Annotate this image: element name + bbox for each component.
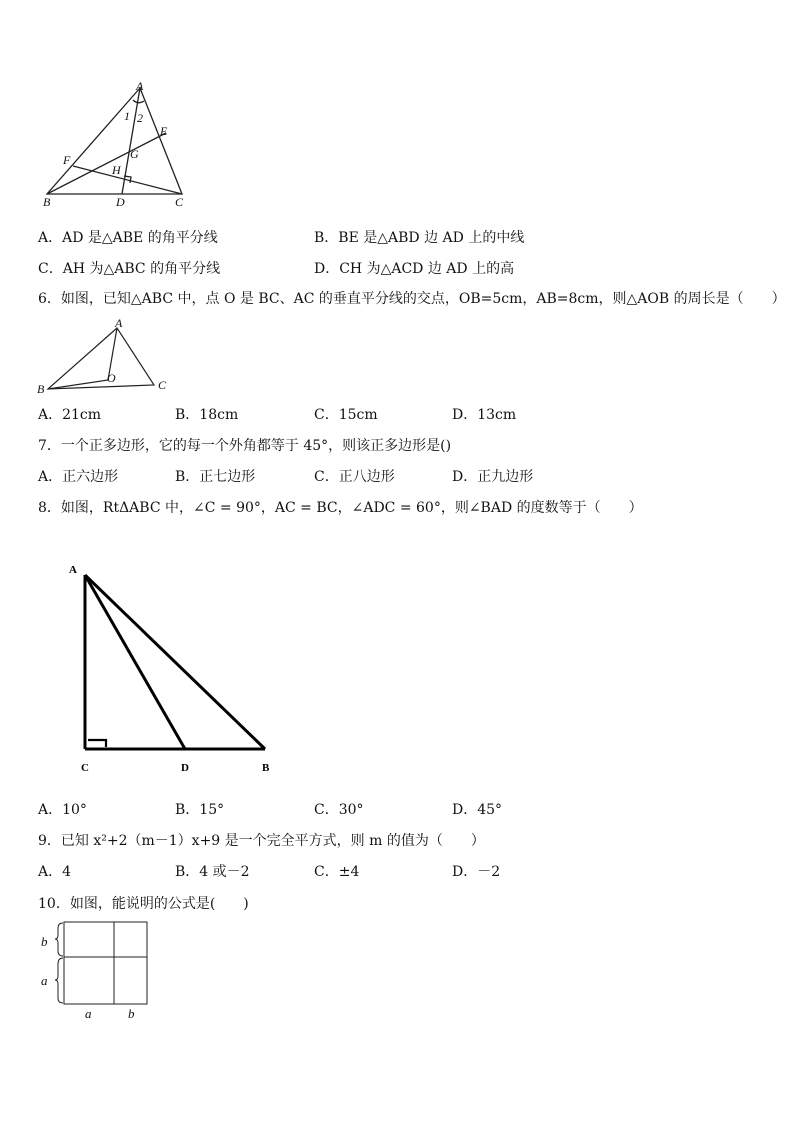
q8-option-c: C．30° xyxy=(314,802,364,818)
q6-option-d: D．13cm xyxy=(452,407,517,423)
q5-label-g: G xyxy=(130,147,139,161)
q7-option-b: B．正七边形 xyxy=(175,469,256,485)
q5-figure xyxy=(38,78,198,214)
q10-outer-square xyxy=(64,922,147,1004)
q9-option-a: A．4 xyxy=(38,864,72,880)
q6-label-c: C xyxy=(158,378,167,392)
q7-option-d: D．正九边形 xyxy=(452,469,534,485)
q8-option-d: D．45° xyxy=(452,802,503,818)
q5-label-c: C xyxy=(175,195,184,209)
q5-option-c: C．AH 为△ABC 的角平分线 xyxy=(38,261,221,277)
q8-side-ab xyxy=(85,575,265,749)
q6-label-b: B xyxy=(37,382,45,395)
q8-label-b: B xyxy=(262,762,270,774)
q5-option-d: D．CH 为△ACD 边 AD 上的高 xyxy=(314,261,515,277)
q8-stem: 8．如图，RtΔABC 中，∠C = 90°，AC = BC，∠ADC = 60°，则∠BAD 的度数等于（ ） xyxy=(38,500,643,516)
q10-label-b-left: b xyxy=(41,934,48,949)
q9-option-c: C．±4 xyxy=(314,864,360,880)
q6-label-a: A xyxy=(115,316,123,330)
q10-figure xyxy=(36,918,156,1024)
q5-label-e: E xyxy=(160,124,168,138)
q8-segment-ad xyxy=(85,575,185,749)
q8-label-c: C xyxy=(81,762,89,774)
q5-option-b: B．BE 是△ABD 边 AD 上的中线 xyxy=(314,230,525,246)
q9-option-d: D．－2 xyxy=(452,864,501,880)
q5-label-d: D xyxy=(116,195,125,209)
q10-label-b-bottom: b xyxy=(128,1006,135,1021)
q8-label-d: D xyxy=(181,762,189,774)
q10-label-a-left: a xyxy=(41,973,48,988)
q5-label-two: 2 xyxy=(137,111,143,125)
q7-option-c: C．正八边形 xyxy=(314,469,395,485)
q6-triangle-abc xyxy=(48,328,154,389)
q6-option-c: C．15cm xyxy=(314,407,378,423)
q8-label-a: A xyxy=(69,564,77,576)
q6-option-a: A．21cm xyxy=(38,407,102,423)
q9-option-b: B．4 或－2 xyxy=(175,864,250,880)
q8-right-angle-mark xyxy=(88,740,106,747)
q7-option-a: A．正六边形 xyxy=(38,469,119,485)
q6-label-o: O xyxy=(107,371,116,385)
q10-label-a-bottom: a xyxy=(85,1006,92,1021)
q9-stem: 9．已知 x²+2（m－1）x+9 是一个完全平方式，则 m 的值为（ ） xyxy=(38,833,485,849)
q5-label-a: A xyxy=(136,79,144,93)
q5-option-a: A．AD 是△ABE 的角平分线 xyxy=(38,230,218,246)
q6-stem: 6．如图，已知△ABC 中，点 O 是 BC、AC 的垂直平分线的交点，OB=5cm，AB=8cm，则△AOB 的周长是（ ） xyxy=(38,291,786,307)
q5-triangle-abc xyxy=(47,88,182,194)
q7-stem: 7．一个正多边形，它的每一个外角都等于 45°，则该正多边形是() xyxy=(38,438,452,454)
q5-label-b: B xyxy=(43,195,51,209)
q10-stem: 10．如图，能说明的公式是( ) xyxy=(38,896,249,912)
q5-label-one: 1 xyxy=(124,109,130,123)
q5-segment-fc xyxy=(73,166,182,194)
q5-label-h: H xyxy=(112,163,121,177)
q10-brace-a xyxy=(55,958,63,1003)
q10-brace-b xyxy=(55,923,63,956)
q8-figure xyxy=(64,558,284,778)
q8-option-b: B．15° xyxy=(175,802,225,818)
q5-label-f: F xyxy=(63,153,71,167)
q6-figure xyxy=(36,315,176,395)
q6-option-b: B．18cm xyxy=(175,407,239,423)
q8-option-a: A．10° xyxy=(38,802,87,818)
